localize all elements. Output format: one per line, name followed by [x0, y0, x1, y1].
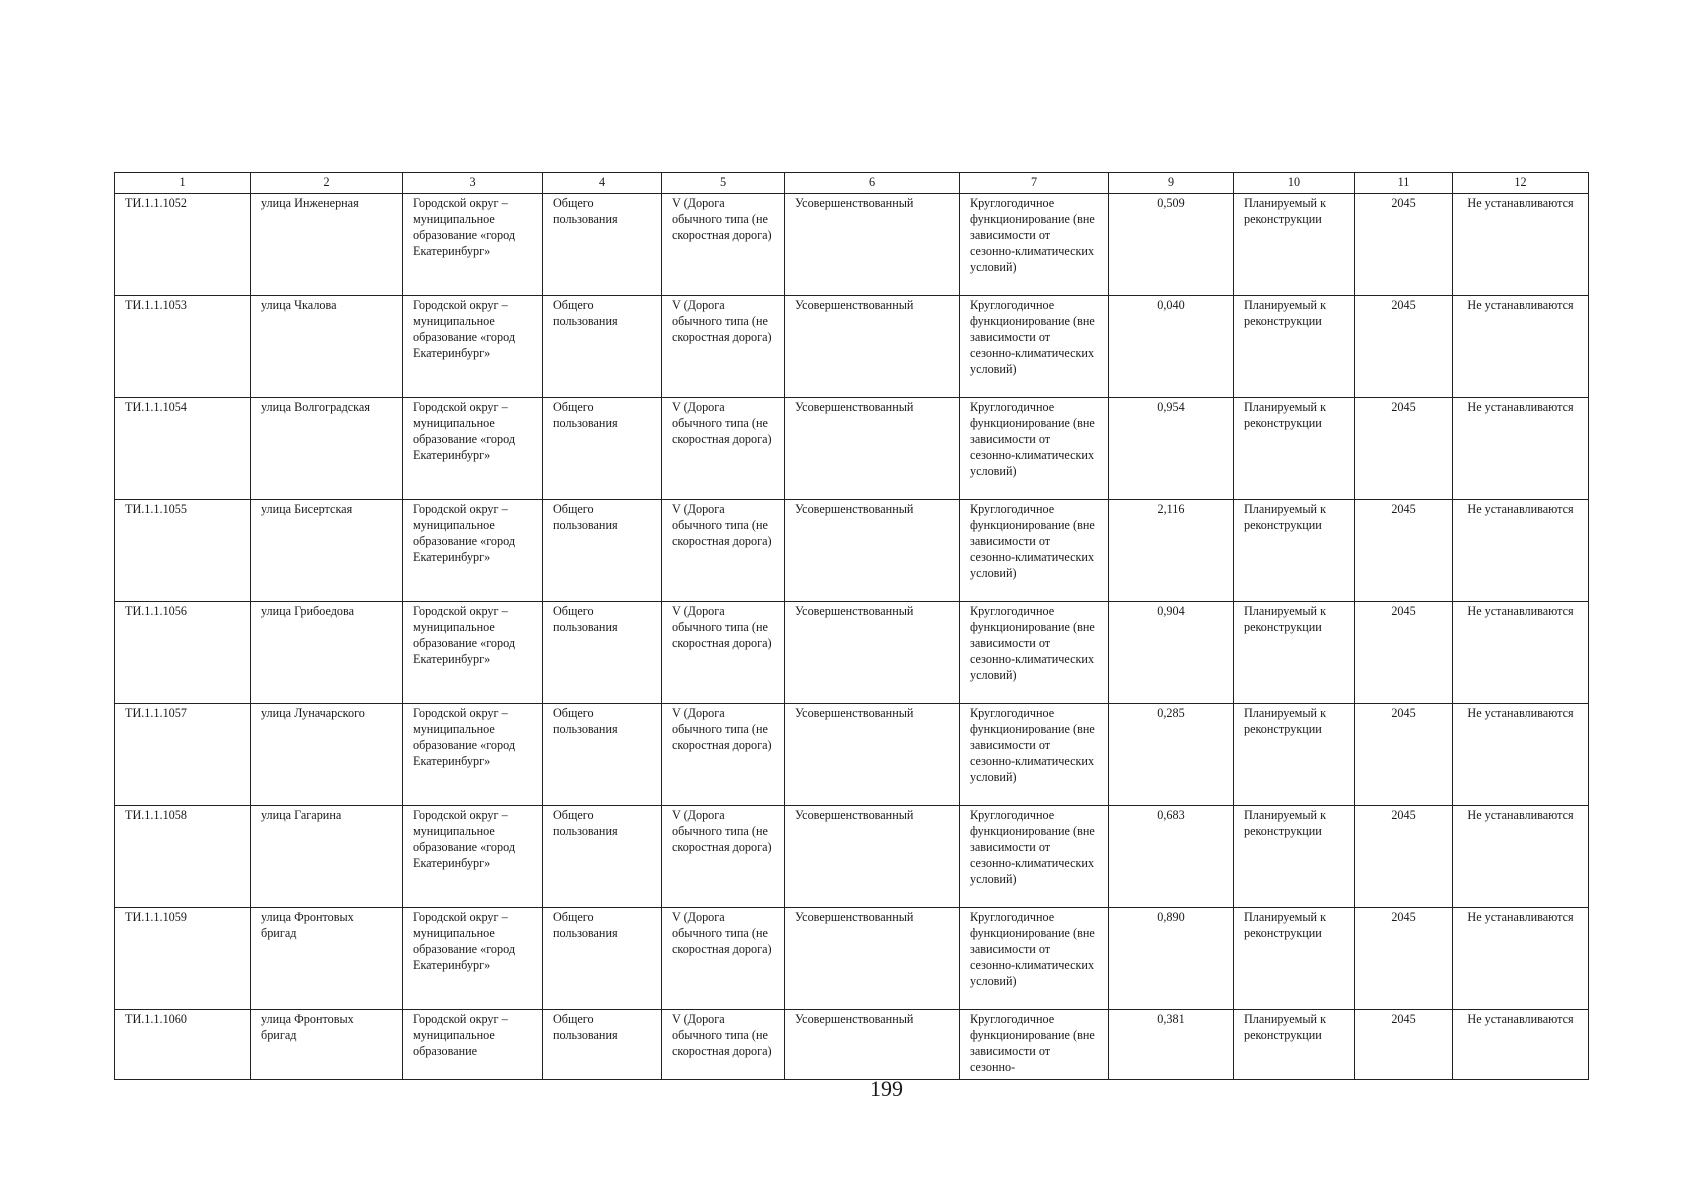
cell-length: 0,954 [1109, 398, 1234, 500]
cell-street-name: улица Фронтовых бригад [251, 908, 403, 1010]
cell-restrictions: Не устанавливаются [1453, 908, 1589, 1010]
cell-road-category: V (Дорога обычного типа (не скоростная дорога) [662, 194, 785, 296]
table-row [115, 194, 1589, 296]
cell-restrictions: Не устанавливаются [1453, 1010, 1589, 1080]
cell-year: 2045 [1355, 296, 1453, 398]
cell-operation-mode: Круглогодичное функционирование (вне зависимости от сезонно-климатических условий) [960, 908, 1109, 1010]
cell-restrictions: Не устанавливаются [1453, 398, 1589, 500]
page-number: 199 [870, 1076, 903, 1101]
cell-road-category: V (Дорога обычного типа (не скоростная дорога) [662, 398, 785, 500]
cell-street-name: улица Фронтовых бригад [251, 1010, 403, 1080]
cell-usage: Общего пользования [543, 908, 662, 1010]
cell-year: 2045 [1355, 602, 1453, 704]
column-header: 1 [115, 173, 251, 194]
cell-id: ТИ.1.1.1055 [115, 500, 251, 602]
cell-id: ТИ.1.1.1053 [115, 296, 251, 398]
cell-surface-type: Усовершенствованный [785, 398, 960, 500]
cell-restrictions: Не устанавливаются [1453, 806, 1589, 908]
table-header-row [115, 173, 1589, 194]
table-row [115, 704, 1589, 806]
cell-street-name: улица Луначарского [251, 704, 403, 806]
cell-municipality: Городской округ – муниципальное образование «город Екатеринбург» [403, 908, 543, 1010]
cell-usage: Общего пользования [543, 1010, 662, 1080]
cell-id: ТИ.1.1.1052 [115, 194, 251, 296]
cell-restrictions: Не устанавливаются [1453, 500, 1589, 602]
cell-id: ТИ.1.1.1057 [115, 704, 251, 806]
cell-id: ТИ.1.1.1054 [115, 398, 251, 500]
cell-surface-type: Усовершенствованный [785, 602, 960, 704]
cell-surface-type: Усовершенствованный [785, 908, 960, 1010]
cell-operation-mode: Круглогодичное функционирование (вне зависимости от сезонно-климатических условий) [960, 500, 1109, 602]
cell-road-category: V (Дорога обычного типа (не скоростная дорога) [662, 806, 785, 908]
cell-status: Планируемый к реконструкции [1234, 602, 1355, 704]
cell-year: 2045 [1355, 806, 1453, 908]
cell-usage: Общего пользования [543, 500, 662, 602]
cell-usage: Общего пользования [543, 296, 662, 398]
column-header: 11 [1355, 173, 1453, 194]
cell-id: ТИ.1.1.1059 [115, 908, 251, 1010]
column-header: 12 [1453, 173, 1589, 194]
column-header: 4 [543, 173, 662, 194]
cell-status: Планируемый к реконструкции [1234, 500, 1355, 602]
cell-operation-mode: Круглогодичное функционирование (вне зависимости от сезонно-климатических условий) [960, 602, 1109, 704]
cell-status: Планируемый к реконструкции [1234, 398, 1355, 500]
cell-length: 0,890 [1109, 908, 1234, 1010]
cell-operation-mode: Круглогодичное функционирование (вне зависимости от сезонно-климатических условий) [960, 704, 1109, 806]
cell-usage: Общего пользования [543, 806, 662, 908]
cell-surface-type: Усовершенствованный [785, 194, 960, 296]
cell-surface-type: Усовершенствованный [785, 1010, 960, 1080]
table-row [115, 398, 1589, 500]
cell-operation-mode: Круглогодичное функционирование (вне зависимости от сезонно-климатических условий) [960, 398, 1109, 500]
cell-restrictions: Не устанавливаются [1453, 602, 1589, 704]
cell-usage: Общего пользования [543, 398, 662, 500]
cell-restrictions: Не устанавливаются [1453, 296, 1589, 398]
cell-status: Планируемый к реконструкции [1234, 296, 1355, 398]
cell-surface-type: Усовершенствованный [785, 500, 960, 602]
cell-road-category: V (Дорога обычного типа (не скоростная дорога) [662, 1010, 785, 1080]
cell-restrictions: Не устанавливаются [1453, 194, 1589, 296]
cell-id: ТИ.1.1.1060 [115, 1010, 251, 1080]
cell-year: 2045 [1355, 500, 1453, 602]
cell-surface-type: Усовершенствованный [785, 806, 960, 908]
cell-length: 0,040 [1109, 296, 1234, 398]
cell-usage: Общего пользования [543, 602, 662, 704]
cell-street-name: улица Волгоградская [251, 398, 403, 500]
cell-municipality: Городской округ – муниципальное образование «город Екатеринбург» [403, 704, 543, 806]
cell-status: Планируемый к реконструкции [1234, 194, 1355, 296]
cell-road-category: V (Дорога обычного типа (не скоростная дорога) [662, 500, 785, 602]
table-row [115, 1010, 1589, 1080]
cell-surface-type: Усовершенствованный [785, 296, 960, 398]
cell-operation-mode: Круглогодичное функционирование (вне зависимости от сезонно- [960, 1010, 1109, 1080]
cell-municipality: Городской округ – муниципальное образование «город Екатеринбург» [403, 398, 543, 500]
cell-street-name: улица Грибоедова [251, 602, 403, 704]
cell-operation-mode: Круглогодичное функционирование (вне зависимости от сезонно-климатических условий) [960, 806, 1109, 908]
cell-year: 2045 [1355, 194, 1453, 296]
table-row [115, 296, 1589, 398]
cell-length: 0,285 [1109, 704, 1234, 806]
column-header: 10 [1234, 173, 1355, 194]
column-header: 7 [960, 173, 1109, 194]
cell-status: Планируемый к реконструкции [1234, 908, 1355, 1010]
cell-length: 0,509 [1109, 194, 1234, 296]
cell-id: ТИ.1.1.1058 [115, 806, 251, 908]
cell-street-name: улица Бисертская [251, 500, 403, 602]
cell-municipality: Городской округ – муниципальное образование «город Екатеринбург» [403, 500, 543, 602]
cell-operation-mode: Круглогодичное функционирование (вне зависимости от сезонно-климатических условий) [960, 296, 1109, 398]
table-row [115, 806, 1589, 908]
cell-length: 2,116 [1109, 500, 1234, 602]
cell-road-category: V (Дорога обычного типа (не скоростная дорога) [662, 908, 785, 1010]
table-row [115, 602, 1589, 704]
cell-street-name: улица Гагарина [251, 806, 403, 908]
column-header: 3 [403, 173, 543, 194]
column-header: 6 [785, 173, 960, 194]
cell-municipality: Городской округ – муниципальное образование «город Екатеринбург» [403, 602, 543, 704]
cell-length: 0,904 [1109, 602, 1234, 704]
column-header: 2 [251, 173, 403, 194]
cell-usage: Общего пользования [543, 194, 662, 296]
cell-road-category: V (Дорога обычного типа (не скоростная дорога) [662, 704, 785, 806]
cell-year: 2045 [1355, 398, 1453, 500]
cell-street-name: улица Чкалова [251, 296, 403, 398]
cell-surface-type: Усовершенствованный [785, 704, 960, 806]
table-row [115, 908, 1589, 1010]
cell-operation-mode: Круглогодичное функционирование (вне зависимости от сезонно-климатических условий) [960, 194, 1109, 296]
cell-municipality: Городской округ – муниципальное образование «город Екатеринбург» [403, 296, 543, 398]
cell-restrictions: Не устанавливаются [1453, 704, 1589, 806]
column-header: 9 [1109, 173, 1234, 194]
cell-year: 2045 [1355, 908, 1453, 1010]
cell-street-name: улица Инженерная [251, 194, 403, 296]
cell-length: 0,381 [1109, 1010, 1234, 1080]
cell-municipality: Городской округ – муниципальное образование [403, 1010, 543, 1080]
cell-year: 2045 [1355, 704, 1453, 806]
cell-road-category: V (Дорога обычного типа (не скоростная дорога) [662, 602, 785, 704]
cell-id: ТИ.1.1.1056 [115, 602, 251, 704]
roads-table [114, 172, 1589, 1080]
table-row [115, 500, 1589, 602]
cell-status: Планируемый к реконструкции [1234, 1010, 1355, 1080]
cell-municipality: Городской округ – муниципальное образование «город Екатеринбург» [403, 194, 543, 296]
cell-status: Планируемый к реконструкции [1234, 806, 1355, 908]
cell-municipality: Городской округ – муниципальное образование «город Екатеринбург» [403, 806, 543, 908]
column-header: 5 [662, 173, 785, 194]
cell-status: Планируемый к реконструкции [1234, 704, 1355, 806]
cell-length: 0,683 [1109, 806, 1234, 908]
cell-year: 2045 [1355, 1010, 1453, 1080]
cell-usage: Общего пользования [543, 704, 662, 806]
cell-road-category: V (Дорога обычного типа (не скоростная дорога) [662, 296, 785, 398]
